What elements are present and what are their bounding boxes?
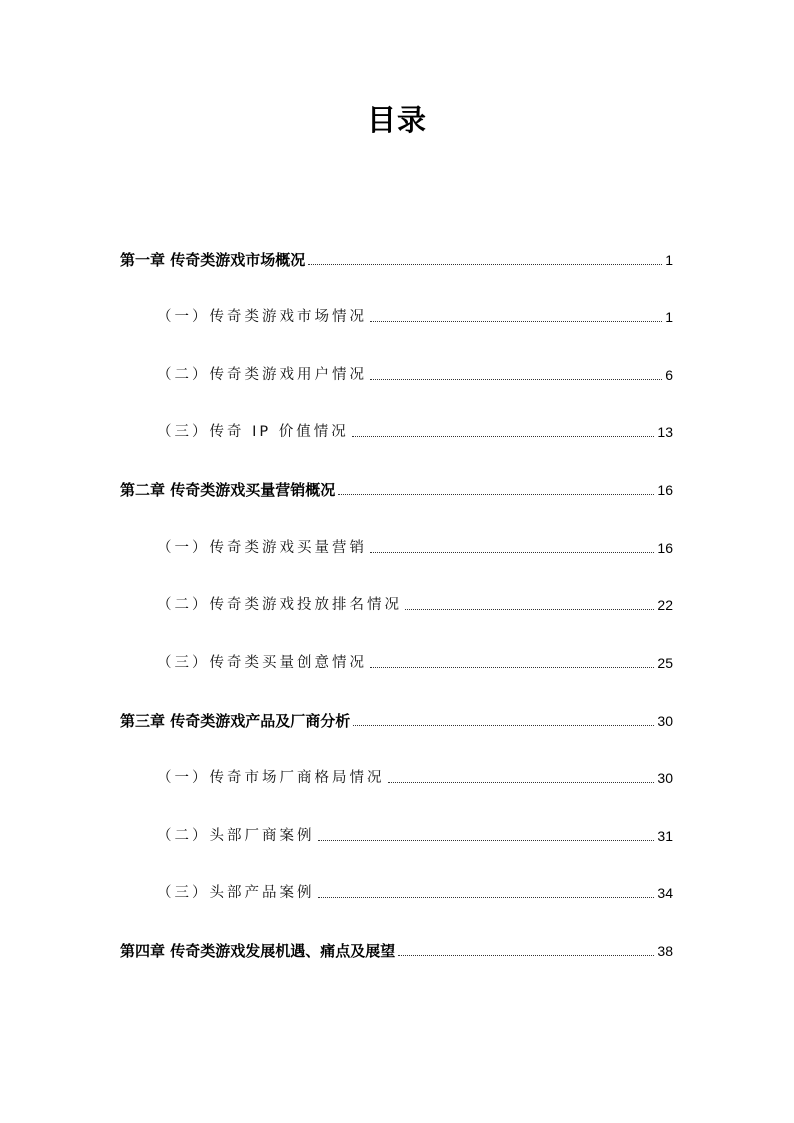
toc-label: 第二章 传奇类游戏买量营销概况 [120,481,336,499]
toc-label: 第三章 传奇类游戏产品及厂商分析 [120,712,351,730]
toc-label: （二）头部厂商案例 [157,828,315,844]
toc-page-number: 25 [657,655,673,671]
dot-leader [398,954,654,956]
dot-leader [308,263,662,265]
toc-page-number: 22 [657,597,673,613]
toc-label: （二）传奇类游戏用户情况 [157,367,367,383]
dot-leader [370,320,662,322]
toc-section-3-2[interactable] [157,822,673,846]
dot-leader [353,724,654,726]
toc-page-number: 38 [657,943,673,959]
toc-page-number: 1 [665,309,673,325]
toc-page-number: 31 [657,828,673,844]
toc-label: （二）传奇类游戏投放排名情况 [157,597,402,613]
toc-page-number: 30 [657,713,673,729]
toc-label: （一）传奇市场厂商格局情况 [157,770,385,786]
page-title: 目录 [366,103,427,137]
toc-section-2-3[interactable] [157,649,673,673]
toc-page-number: 16 [657,482,673,498]
toc-chapter-3[interactable] [120,707,673,731]
toc-label: （三）传奇 IP 价值情况 [157,424,349,440]
dot-leader [352,435,655,437]
dot-leader [388,781,655,783]
toc-page-number: 1 [665,252,673,268]
toc-page-number: 16 [657,540,673,556]
toc-section-2-1[interactable] [157,534,673,558]
dot-leader [338,493,654,495]
toc-section-3-1[interactable] [157,764,673,788]
dot-leader [318,839,655,841]
dot-leader [370,666,654,668]
dot-leader [370,551,654,553]
toc-label: （一）传奇类游戏买量营销 [157,540,367,556]
toc-page-number: 34 [657,885,673,901]
toc-section-1-3[interactable] [157,418,673,442]
toc-section-1-2[interactable] [157,361,673,385]
toc-chapter-4[interactable] [120,937,673,961]
toc-section-2-2[interactable] [157,591,673,615]
toc-page-number: 13 [657,424,673,440]
toc-section-3-3[interactable] [157,879,673,903]
dot-leader [318,896,655,898]
toc-page-number: 30 [657,770,673,786]
toc-chapter-2[interactable] [120,476,673,500]
dot-leader [405,608,654,610]
toc-label: 第一章 传奇类游戏市场概况 [120,251,306,269]
toc-chapter-1[interactable] [120,246,673,270]
toc-label: （三）头部产品案例 [157,885,315,901]
toc-section-1-1[interactable] [157,303,673,327]
toc-label: （一）传奇类游戏市场情况 [157,309,367,325]
toc-page-number: 6 [665,367,673,383]
toc-label: （三）传奇类买量创意情况 [157,655,367,671]
dot-leader [370,378,662,380]
toc-label: 第四章 传奇类游戏发展机遇、痛点及展望 [120,942,396,960]
